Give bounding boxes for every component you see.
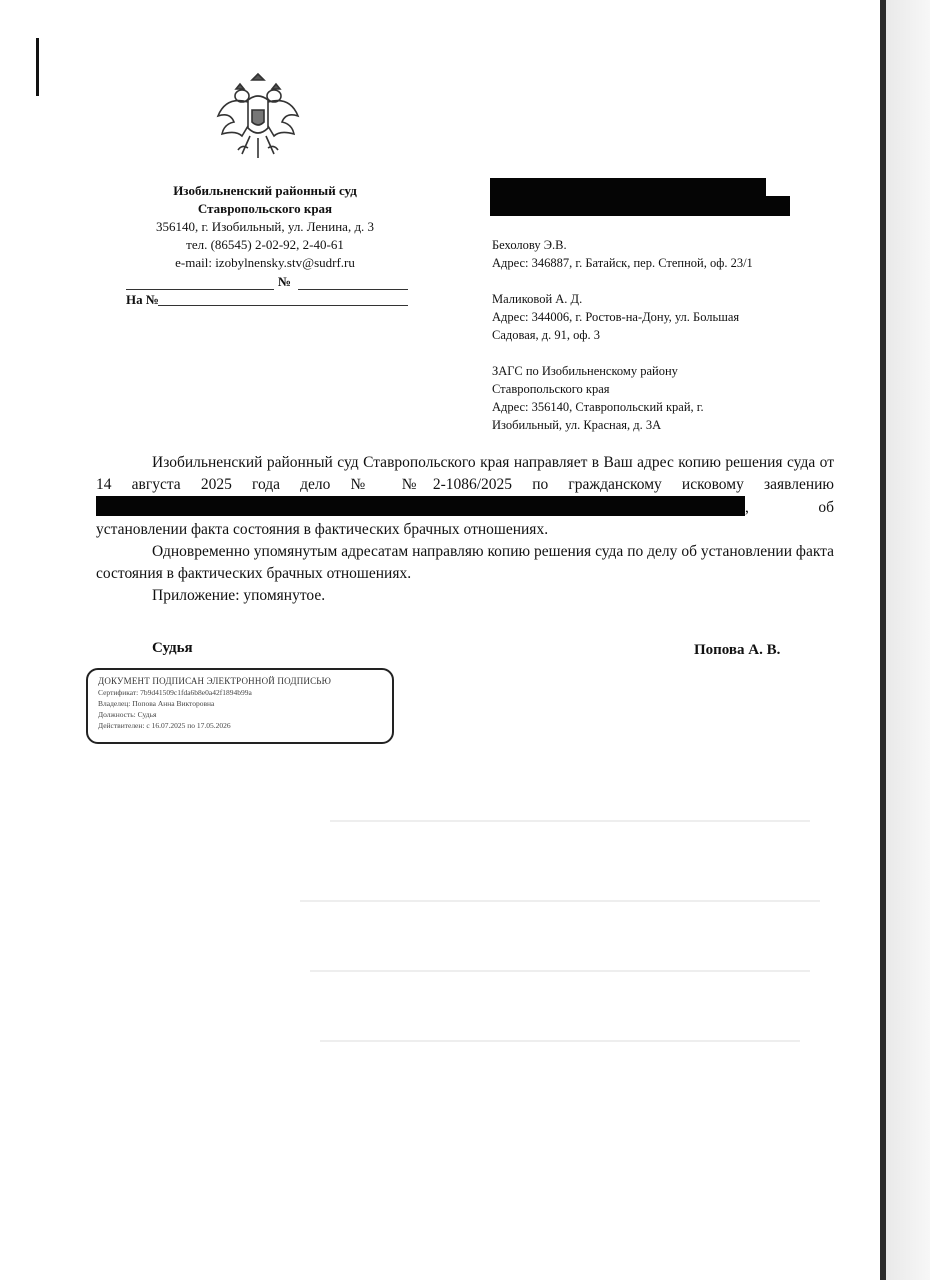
recipient-2 [492,290,832,344]
judge-label: Судья [152,640,193,656]
reference-number-line [126,292,408,308]
court-address: 356140, г. Изобильный, ул. Ленина, д. 3 [155,219,375,234]
bleed-through-mark [330,820,810,822]
recipients-list [492,236,832,452]
redacted-block [490,178,766,198]
electronic-signature-stamp [86,668,394,744]
recipient-3-address-line1: Адрес: 356140, Ставропольский край, г. [492,400,704,414]
recipient-1-address: Адрес: 346887, г. Батайск, пер. Степной, оф. 23/1 [492,256,753,270]
bleed-through-mark [310,970,810,972]
paragraph-2: Одновременно упомянутым адресатам направляю копию решения суда по делу об установлении факта состояния в фактических брачных отношениях. [96,543,834,582]
date-underline [126,289,274,290]
letter-body [96,452,834,607]
na-underline [158,305,408,306]
court-phone: тел. (86545) 2-02-92, 2-40-61 [186,237,344,252]
coat-of-arms-icon [212,66,304,166]
recipient-2-address-line1: Адрес: 344006, г. Ростов-на-Дону, ул. Большая [492,310,740,324]
scan-edge-line [880,0,886,1280]
paragraph-1 [96,452,834,541]
stamp-owner: Владелец: Попова Анна Викторовна [98,699,215,708]
judge-name: Попова А. В. [694,642,781,658]
na-label: На № [126,292,159,307]
recipient-3-name-line1: ЗАГС по Изобильненскому району [492,364,678,378]
recipient-2-name: Маликовой А. Д. [492,292,583,306]
outgoing-number-line [126,276,408,290]
stamp-position: Должность: Судья [98,710,157,719]
paragraph-3: Приложение: упомянутое. [152,587,326,604]
recipient-3 [492,362,832,434]
bleed-through-mark [300,900,820,902]
scan-edge-shadow [886,0,930,1280]
stamp-certificate: Сертификат: 7b9d41509c1fda6b8e0a42f1894b99a [98,688,252,697]
redacted-block [490,196,790,216]
court-name-line2: Ставропольского края [197,201,333,216]
stamp-validity: Действителен: с 16.07.2025 по 17.05.2026 [98,721,231,730]
stamp-title: ДОКУМЕНТ ПОДПИСАН ЭЛЕКТРОННОЙ ПОДПИСЬЮ [98,676,332,686]
number-underline [298,289,408,290]
court-header [120,182,410,272]
court-email: e-mail: izobylnensky.stv@sudrf.ru [175,255,355,270]
bleed-through-mark [320,1040,800,1042]
redacted-inline [641,496,745,516]
paragraph-1-start: Изобильненский районный суд Ставропольского края направляет в Ваш адрес копию решения суда от 14 августа 2025 года дело № №2-1086/2025 по гражданскому исковому заявлению [96,454,834,493]
recipient-3-name-line2: Ставропольского края [492,382,610,396]
recipient-2-address-line2: Садовая, д. 91, оф. 3 [492,328,600,342]
recipient-1 [492,236,832,272]
recipient-1-name: Бехолову Э.В. [492,238,567,252]
redacted-inline [96,496,641,516]
recipient-3-address-line2: Изобильный, ул. Красная, д. 3А [492,418,662,432]
scan-mark [36,38,39,96]
number-sign: № [278,274,292,289]
paragraph-1-end: , об установлении факта состояния в фактических брачных отношениях. [96,499,834,538]
court-name-line1: Изобильненский районный суд [173,183,357,198]
